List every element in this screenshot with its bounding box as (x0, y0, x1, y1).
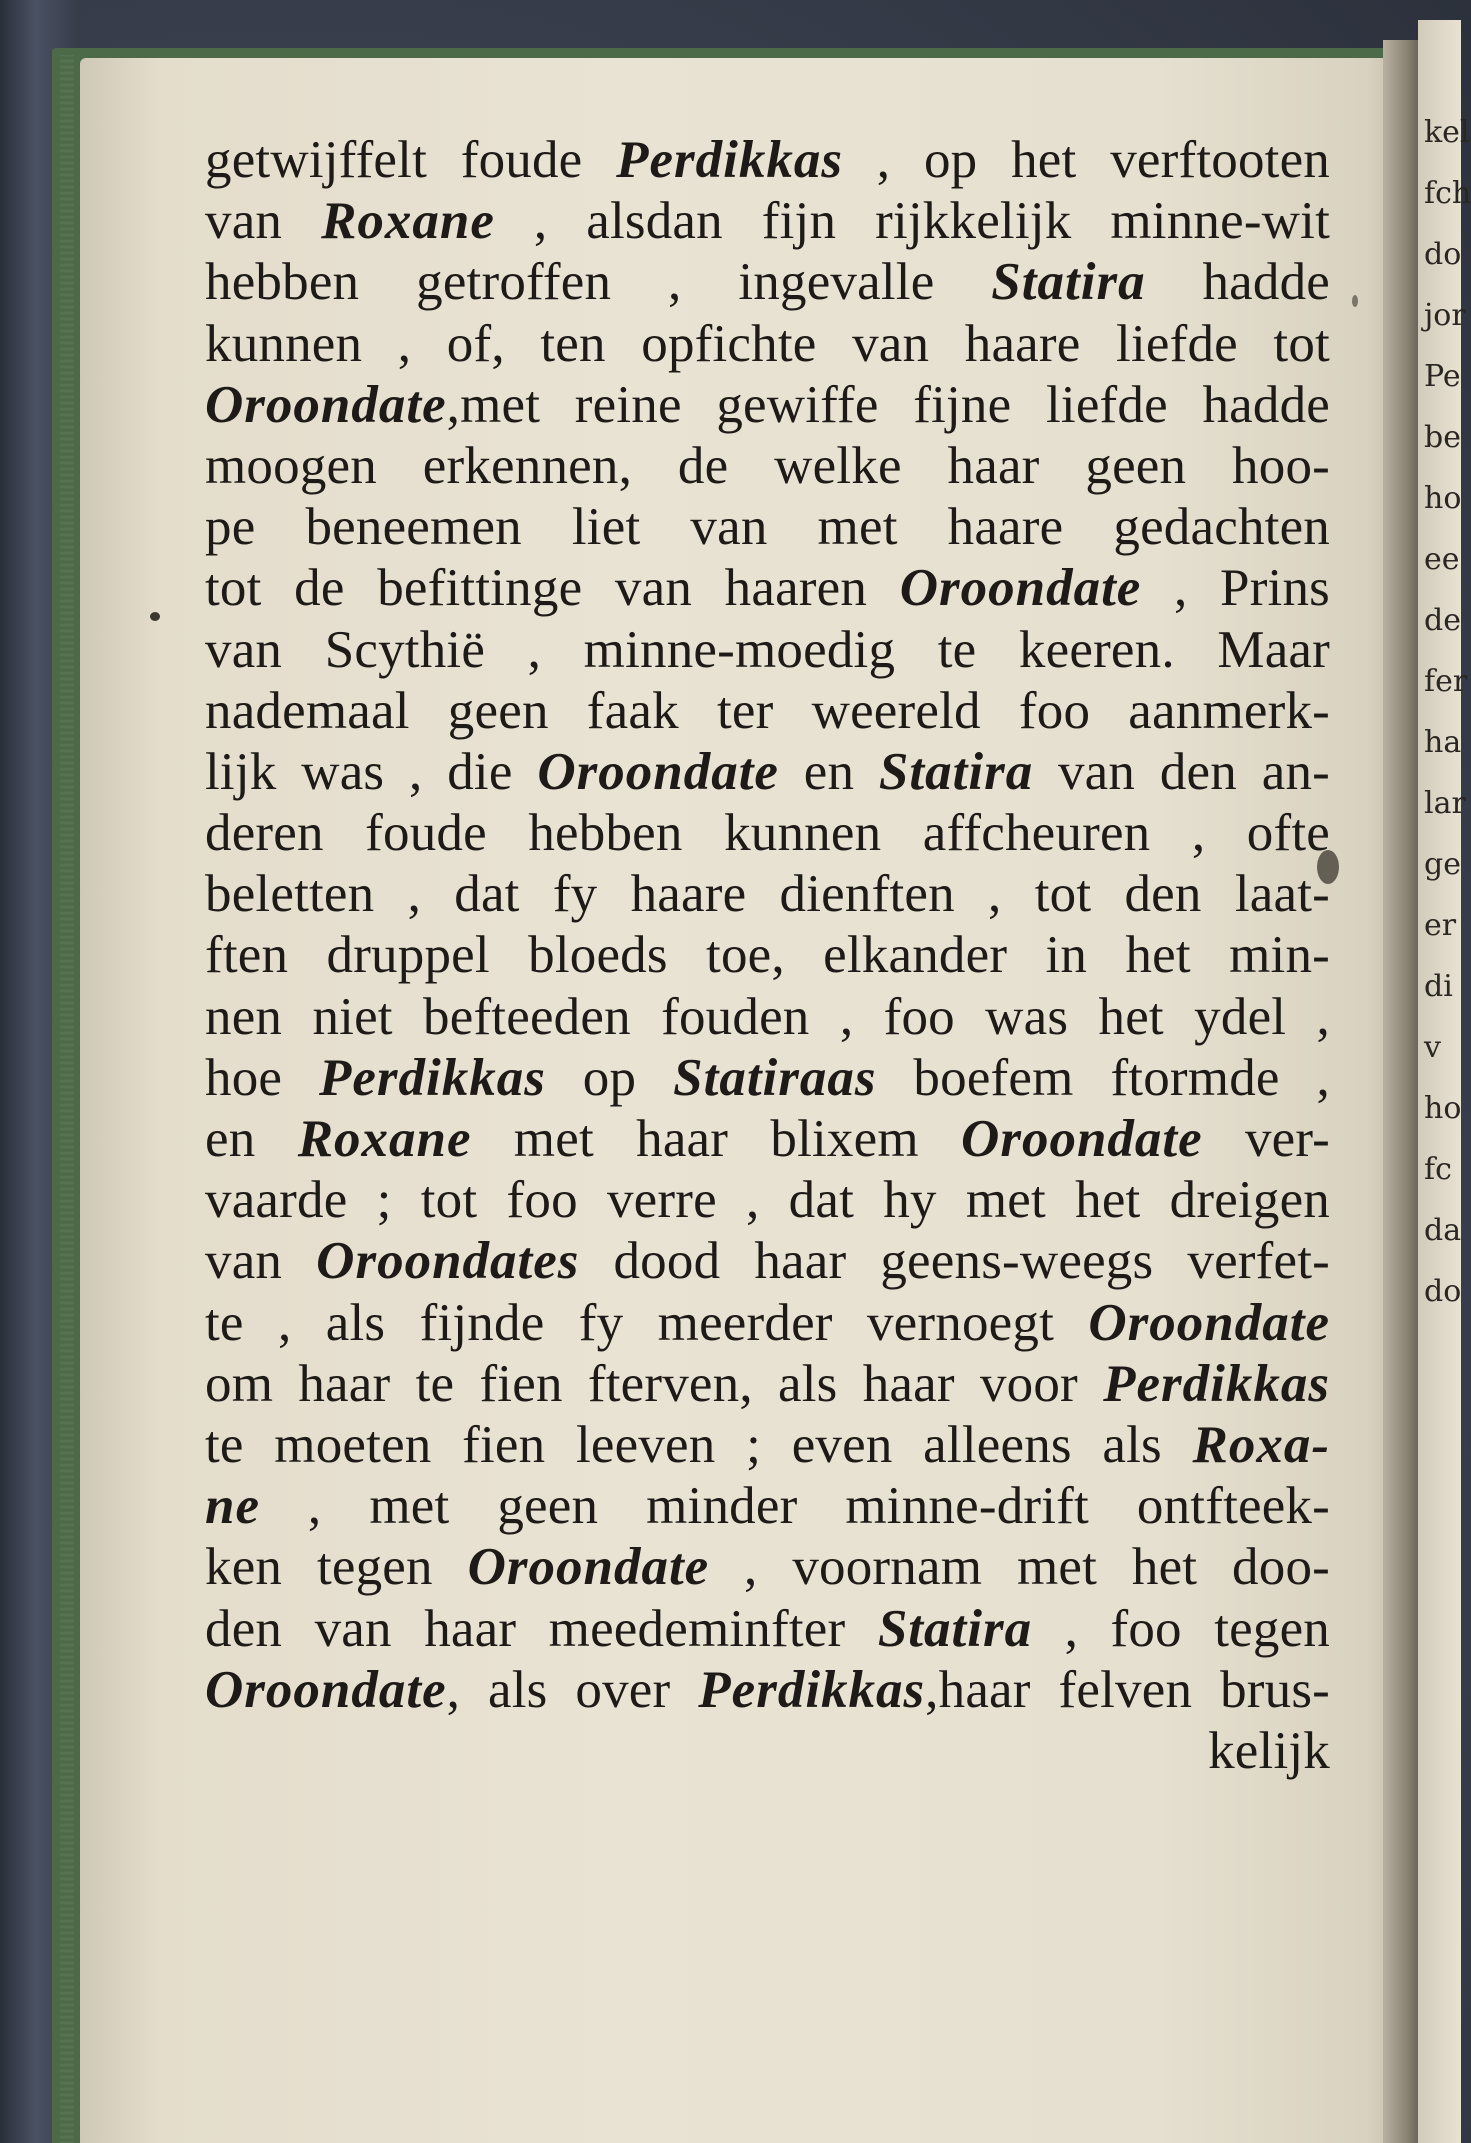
text-run: ,haar felven brus- (925, 1660, 1330, 1719)
text-run: , als over (446, 1660, 699, 1719)
text-run: en (778, 742, 879, 801)
text-line (205, 375, 1330, 436)
text-run: nen niet befteeden fouden , foo was het ydel , (205, 987, 1330, 1046)
italic-name: Statira (878, 742, 1034, 801)
italic-name: Roxa- (1192, 1415, 1330, 1474)
italic-name: Oroondate (899, 559, 1142, 618)
text-run: van Scythië , minne-moedig te keeren. Maar (205, 620, 1330, 679)
text-run: van den an- (1033, 742, 1330, 801)
ink-spot (1352, 295, 1358, 307)
text-line (205, 558, 1330, 619)
text-run: dood haar geens-weegs verfet- (579, 1232, 1330, 1291)
text-line (205, 1415, 1330, 1476)
text-line (205, 925, 1330, 986)
text-line (205, 1109, 1330, 1170)
text-run: pe beneemen liet van met haare gedachten (205, 498, 1330, 557)
text-line (205, 191, 1330, 252)
facing-page-fragment: fer (1424, 664, 1468, 699)
text-run: ,met reine gewiffe fijne liefde hadde (446, 375, 1330, 434)
text-run: om haar te fien fterven, als haar voor (205, 1354, 1104, 1413)
text-line (205, 1231, 1330, 1292)
italic-name: Oroondate (537, 742, 779, 801)
facing-page-fragment: fch (1424, 176, 1471, 211)
catchword: kelijk (1208, 1721, 1330, 1780)
facing-page-fragment: ho (1424, 1091, 1462, 1126)
italic-name: ne (205, 1477, 260, 1536)
text-line (205, 1354, 1330, 1415)
page-text (205, 130, 1330, 1782)
italic-name: Roxane (321, 192, 495, 251)
italic-name: Oroondates (316, 1232, 580, 1291)
text-line (205, 252, 1330, 313)
text-run: , foo tegen (1032, 1599, 1330, 1658)
italic-name: Oroondate (205, 375, 447, 434)
text-run: , Prins (1141, 559, 1331, 618)
facing-page-fragment: jor (1424, 298, 1466, 333)
text-line (205, 864, 1330, 925)
text-run: , met geen minder minne-drift ontfteek- (260, 1477, 1330, 1536)
text-run: , op het verftooten (843, 131, 1330, 189)
text-run: tot de befittinge van haaren (205, 559, 900, 618)
italic-name: Perdikkas (616, 131, 844, 189)
italic-name: Statira (991, 253, 1146, 312)
text-line (205, 1537, 1330, 1598)
ink-spot (150, 612, 160, 621)
text-line (205, 1170, 1330, 1231)
facing-page-fragment: Pe (1424, 359, 1461, 394)
text-line (205, 1599, 1330, 1660)
text-run: hadde (1145, 253, 1330, 312)
italic-name: Statiraas (673, 1048, 877, 1107)
italic-name: Statira (877, 1599, 1033, 1658)
book-cover-edge (60, 55, 74, 2143)
facing-page-fragment: do (1424, 1274, 1462, 1309)
text-line (205, 987, 1330, 1048)
facing-page-fragment: be (1424, 420, 1461, 455)
facing-page-fragment: do (1424, 237, 1462, 272)
text-run: beletten , dat fy haare dienften , tot den laat- (205, 865, 1330, 924)
text-run: te , als fijnde fy meerder vernoegt (205, 1293, 1089, 1352)
facing-page-fragment: er (1424, 908, 1457, 943)
text-line (205, 803, 1330, 864)
text-run: den van haar meedeminfter (205, 1599, 878, 1658)
text-run: getwijffelt foude (205, 131, 617, 189)
text-line (205, 130, 1330, 191)
text-line (205, 1048, 1330, 1109)
text-line (205, 681, 1330, 742)
facing-page-fragment: ha (1424, 725, 1462, 760)
text-run: vaarde ; tot foo verre , dat hy met het dreigen (205, 1171, 1330, 1230)
text-run: ver- (1202, 1110, 1331, 1168)
text-run: boefem ftormde , (876, 1048, 1330, 1107)
text-run: kunnen , of, ten opfichte van haare liefde tot (205, 314, 1330, 373)
facing-page-fragment: fc (1424, 1152, 1452, 1187)
text-line (205, 742, 1330, 803)
text-run: van (205, 192, 322, 251)
text-run: deren foude hebben kunnen affcheuren , ofte (205, 804, 1330, 863)
facing-page-fragment: kel (1424, 115, 1470, 150)
text-run: met haar blixem (471, 1110, 962, 1168)
facing-page-fragment: da (1424, 1213, 1462, 1248)
facing-page-fragment: di (1424, 969, 1453, 1004)
italic-name: Oroondate (467, 1538, 710, 1597)
text-line (205, 1660, 1330, 1721)
text-run: lijk was , die (205, 742, 538, 801)
text-run: hebben getroffen , ingevalle (205, 253, 992, 312)
text-run: en (205, 1110, 298, 1168)
page-gutter (1383, 40, 1423, 2143)
italic-name: Perdikkas (319, 1048, 546, 1107)
facing-page-fragment: ee (1424, 542, 1460, 577)
text-run: ften druppel bloeds toe, elkander in het min- (205, 926, 1330, 985)
text-run: van (205, 1232, 317, 1291)
text-line (205, 436, 1330, 497)
text-line (205, 1476, 1330, 1537)
italic-name: Oroondate (205, 1660, 447, 1719)
facing-page-edge (1418, 20, 1471, 2143)
text-run: op (545, 1048, 674, 1107)
text-line (205, 314, 1330, 375)
text-run: moogen erkennen, de welke haar geen hoo- (205, 436, 1330, 495)
text-line (205, 1293, 1330, 1354)
text-line (205, 497, 1330, 558)
text-run: ken tegen (205, 1538, 468, 1597)
text-run: nademaal geen faak ter weereld foo aanmerk- (205, 681, 1330, 740)
text-run: te moeten fien leeven ; even alleens als (205, 1415, 1193, 1474)
italic-name: Oroondate (961, 1110, 1203, 1168)
facing-page-fragment: v (1424, 1030, 1441, 1065)
facing-page-fragment: lar (1424, 786, 1466, 821)
facing-page-fragment: ho (1424, 481, 1462, 516)
text-run: , alsdan fijn rijkkelijk minne-wit (494, 192, 1330, 251)
italic-name: Perdikkas (698, 1660, 926, 1719)
italic-name: Roxane (297, 1110, 472, 1168)
italic-name: Perdikkas (1103, 1354, 1330, 1413)
facing-page-fragment: de (1424, 603, 1461, 638)
facing-page-fragment: ge (1424, 847, 1461, 882)
text-line (205, 620, 1330, 681)
text-run: hoe (205, 1048, 320, 1107)
italic-name: Oroondate (1088, 1293, 1330, 1352)
text-run: , voornam met het doo- (709, 1538, 1331, 1597)
